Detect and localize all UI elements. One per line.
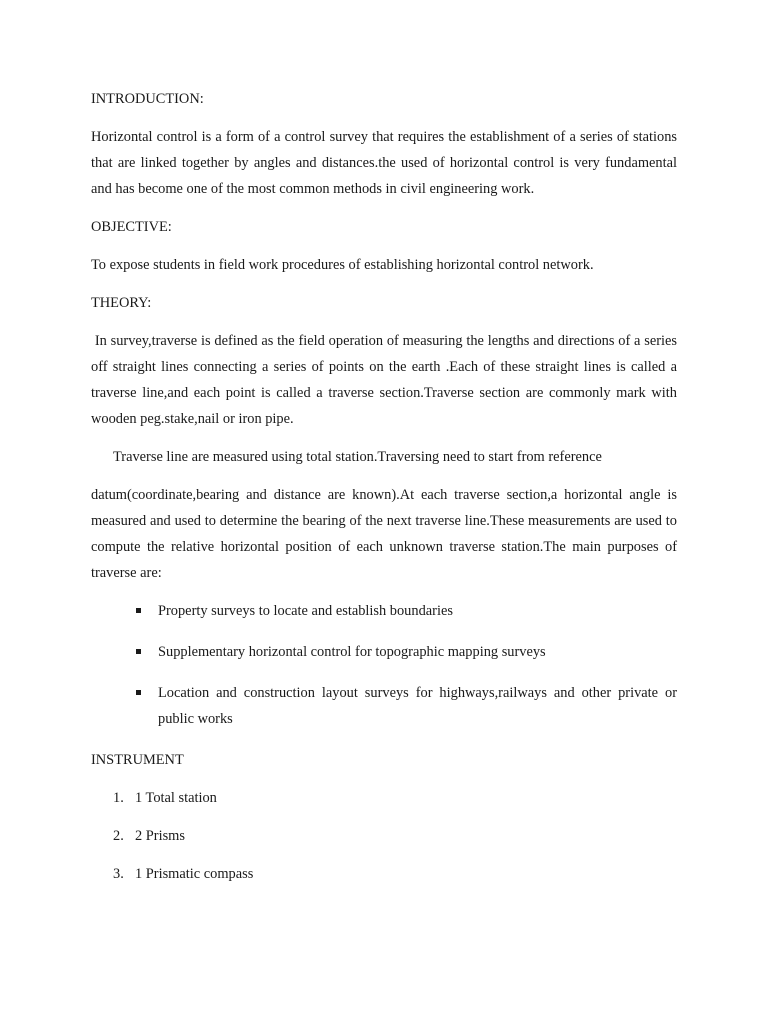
theory-heading: THEORY: [91,295,152,311]
list-item [91,861,677,887]
theory-paragraph-3: datum(coordinate,bearing and distance are known).At each traverse section,a horizontal angle is measured and used to determine the bearing of the next traverse line.These measurements are used to compute the relative horizontal position of each unknown traverse station.The main purposes of traverse are: [91,487,677,581]
instrument-list [91,785,677,887]
introduction-heading: INTRODUCTION: [91,91,204,107]
list-item-number: 2. [113,828,124,844]
square-bullet-icon [136,649,141,654]
objective-heading: OBJECTIVE: [91,219,172,235]
list-item-number: 3. [113,866,124,882]
theory-paragraph-2: Traverse line are measured using total station.Traversing need to start from reference [113,449,602,465]
traverse-purposes-list [91,598,677,732]
list-item-text: 2 Prisms [135,828,185,844]
list-item-text: Property surveys to locate and establish boundaries [158,603,453,619]
introduction-paragraph: Horizontal control is a form of a control survey that requires the establishment of a series of stations that are linked together by angles and distances.the used of horizontal control is very fundamental and has become one of the most common methods in civil engineering work. [91,129,677,197]
list-item [91,785,677,811]
list-item [91,598,677,624]
list-item-text: Location and construction layout surveys for highways,railways and other private or public works [158,685,677,727]
square-bullet-icon [136,608,141,613]
theory-paragraph-1: In survey,traverse is defined as the field operation of measuring the lengths and directions of a series off straight lines connecting a series of points on the earth .Each of these straight lines is called a traverse line,and each point is called a traverse section.Traverse section are commonly mark with wooden peg.stake,nail or iron pipe. [91,333,681,427]
list-item-text: 1 Prismatic compass [135,866,254,882]
list-item [91,639,677,665]
objective-paragraph: To expose students in field work procedures of establishing horizontal control network. [91,257,594,273]
document-page [91,86,681,899]
list-item-text: 1 Total station [135,790,217,806]
instrument-heading: INSTRUMENT [91,752,184,768]
square-bullet-icon [136,690,141,695]
list-item [91,823,677,849]
list-item [91,680,677,732]
list-item-number: 1. [113,790,124,806]
list-item-text: Supplementary horizontal control for topographic mapping surveys [158,644,546,660]
